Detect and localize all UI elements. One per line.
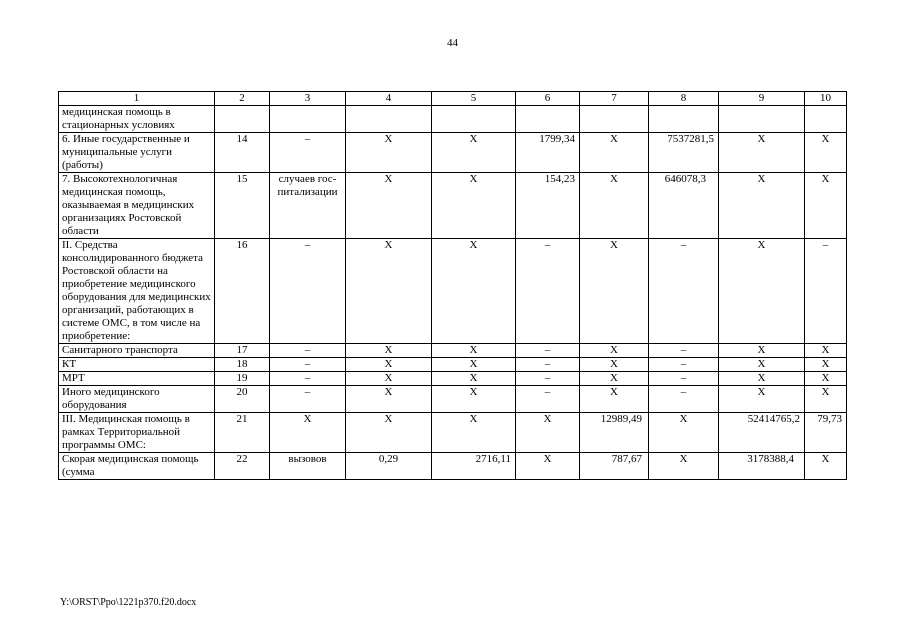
table-cell: Скорая медицинская помощь (сумма [59, 453, 215, 480]
table-cell: – [649, 239, 719, 344]
table-row [59, 239, 847, 344]
table-cell: Х [346, 239, 432, 344]
table-cell: Х [346, 344, 432, 358]
table-cell: – [270, 344, 346, 358]
data-table [58, 91, 847, 480]
table-cell: Х [432, 173, 516, 239]
table-cell [580, 106, 649, 133]
table-cell: Х [805, 344, 847, 358]
table-cell: Х [580, 239, 649, 344]
table-cell: Х [719, 372, 805, 386]
table-cell: – [516, 239, 580, 344]
table-cell: Х [719, 358, 805, 372]
header-cell: 2 [215, 92, 270, 106]
table-cell: 15 [215, 173, 270, 239]
table-cell: 787,67 [580, 453, 649, 480]
table-cell: Х [580, 344, 649, 358]
table-cell: – [516, 372, 580, 386]
header-cell: 10 [805, 92, 847, 106]
table-cell: – [805, 239, 847, 344]
table-cell: Х [719, 239, 805, 344]
table-cell: Х [580, 173, 649, 239]
table-cell: Х [580, 386, 649, 413]
table-cell: Х [805, 358, 847, 372]
table-cell: – [649, 344, 719, 358]
table-cell: 18 [215, 358, 270, 372]
table-row [59, 173, 847, 239]
table-cell: 52414765,2 [719, 413, 805, 453]
table-cell [649, 106, 719, 133]
table-cell: Х [719, 173, 805, 239]
table-cell: 1799,34 [516, 133, 580, 173]
table-row [59, 386, 847, 413]
table-cell: случаев гос-питализации [270, 173, 346, 239]
table-cell: Х [432, 413, 516, 453]
table-cell: 14 [215, 133, 270, 173]
table-cell: 19 [215, 372, 270, 386]
table-cell: Х [432, 358, 516, 372]
table-cell: Х [580, 133, 649, 173]
table-cell [215, 106, 270, 133]
table-cell: 79,73 [805, 413, 847, 453]
table-cell: – [270, 133, 346, 173]
table-cell: Х [649, 413, 719, 453]
table-row [59, 453, 847, 480]
table-row [59, 372, 847, 386]
table-cell: Х [346, 386, 432, 413]
table-cell: – [270, 372, 346, 386]
table-cell: – [516, 344, 580, 358]
table-cell: II. Средства консолидированного бюджета Ростовской области на приобретение медицинского оборудования для медицинских организаций, работающих в системе ОМС, в том числе на приобретение: [59, 239, 215, 344]
page-number: 44 [447, 37, 458, 49]
header-cell: 9 [719, 92, 805, 106]
table-cell: Х [719, 386, 805, 413]
table-cell: Х [805, 453, 847, 480]
table-cell: вызовов [270, 453, 346, 480]
table-cell: – [270, 386, 346, 413]
header-cell: 3 [270, 92, 346, 106]
table-cell: III. Медицинская помощь в рамках Территориальной программы ОМС: [59, 413, 215, 453]
table-cell: Санитарного транспорта [59, 344, 215, 358]
table-cell: Х [432, 372, 516, 386]
header-cell: 6 [516, 92, 580, 106]
table-cell: Иного медицинского оборудования [59, 386, 215, 413]
table-cell: 2716,11 [432, 453, 516, 480]
table-cell: – [270, 358, 346, 372]
table-cell: 646078,3 [649, 173, 719, 239]
table-cell: 21 [215, 413, 270, 453]
header-cell: 4 [346, 92, 432, 106]
table-cell: Х [719, 344, 805, 358]
table-cell: 154,23 [516, 173, 580, 239]
table-cell [516, 106, 580, 133]
header-cell: 7 [580, 92, 649, 106]
table-cell: Х [432, 386, 516, 413]
table-cell: Х [346, 173, 432, 239]
table-cell: Х [432, 133, 516, 173]
table-cell: 20 [215, 386, 270, 413]
table-cell: 16 [215, 239, 270, 344]
table-cell [270, 106, 346, 133]
table-cell: – [649, 358, 719, 372]
table-cell [346, 106, 432, 133]
table-cell: 22 [215, 453, 270, 480]
table-cell: Х [580, 372, 649, 386]
table-cell [719, 106, 805, 133]
table-cell: КТ [59, 358, 215, 372]
table-cell [805, 106, 847, 133]
table-cell: 0,29 [346, 453, 432, 480]
table-cell: Х [805, 372, 847, 386]
table-cell: Х [270, 413, 346, 453]
table-cell: Х [719, 133, 805, 173]
table-cell: Х [346, 358, 432, 372]
table-cell: 12989,49 [580, 413, 649, 453]
table-cell: 3178388,4 [719, 453, 805, 480]
table-cell: – [649, 386, 719, 413]
table-cell: Х [516, 413, 580, 453]
table-cell: 6. Иные государственные и муниципальные услуги (работы) [59, 133, 215, 173]
table-cell: – [516, 358, 580, 372]
table-cell: Х [346, 133, 432, 173]
table-cell: 17 [215, 344, 270, 358]
table-cell: – [516, 386, 580, 413]
table-cell: – [649, 372, 719, 386]
footer-file-path: Y:\ORST\Ppo\1221p370.f20.docx [60, 597, 197, 608]
table-row [59, 106, 847, 133]
table-cell: Х [346, 413, 432, 453]
table-cell: медицинская помощь в стационарных условиях [59, 106, 215, 133]
table-cell: Х [805, 133, 847, 173]
table-cell: Х [580, 358, 649, 372]
table-cell: Х [346, 372, 432, 386]
table-row [59, 358, 847, 372]
table-cell: Х [432, 344, 516, 358]
table-row [59, 344, 847, 358]
table-cell: – [270, 239, 346, 344]
table-cell: Х [805, 173, 847, 239]
table-cell: Х [432, 239, 516, 344]
table-cell [432, 106, 516, 133]
table-cell: 7537281,5 [649, 133, 719, 173]
table-row [59, 413, 847, 453]
table-cell: Х [805, 386, 847, 413]
table-cell: МРТ [59, 372, 215, 386]
table-cell: Х [516, 453, 580, 480]
table-row [59, 133, 847, 173]
header-cell: 8 [649, 92, 719, 106]
header-cell: 1 [59, 92, 215, 106]
table-cell: 7. Высокотехнологичная медицинская помощь, оказываемая в медицинских организациях Ростовской области [59, 173, 215, 239]
header-cell: 5 [432, 92, 516, 106]
table-cell: Х [649, 453, 719, 480]
table-header-row [59, 92, 847, 106]
